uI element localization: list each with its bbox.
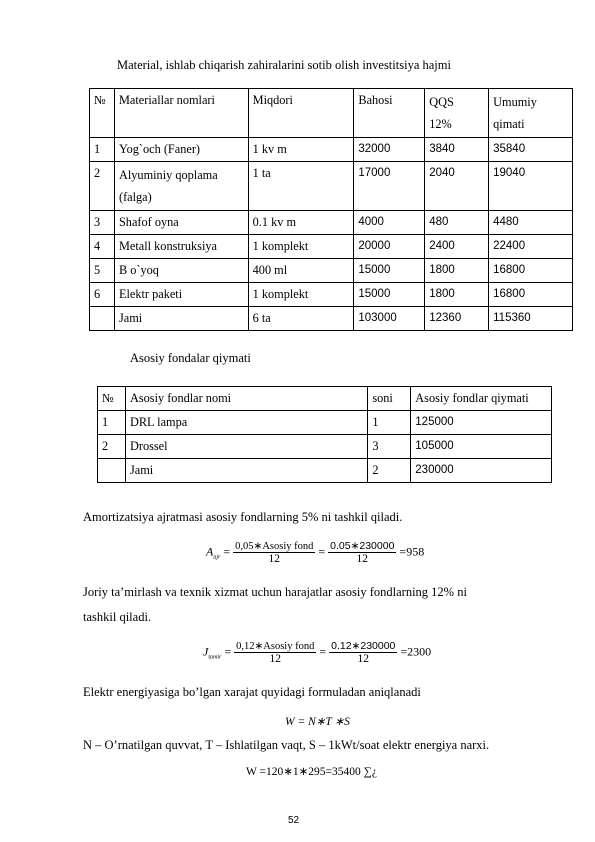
cell-qty: 1 ta xyxy=(248,162,354,211)
cell-name: Yog`och (Faner) xyxy=(114,138,248,162)
cell-price: 103000 xyxy=(354,307,425,331)
table-row xyxy=(90,235,573,259)
cell-qty: 6 ta xyxy=(248,307,354,331)
electricity-calculation: W =120∗1∗295=35400 ∑¿ xyxy=(246,766,377,778)
table-row xyxy=(90,211,573,235)
cell-vat: 2400 xyxy=(425,235,489,259)
cell-name-line2: (falga) xyxy=(118,190,152,204)
cell-name-line1: Alyuminiy qoplama xyxy=(118,168,218,182)
cell-count: 2 xyxy=(368,459,411,483)
cell-total: 115360 xyxy=(489,307,573,331)
cell-no xyxy=(98,459,126,483)
formula2-den2: 12 xyxy=(357,653,370,665)
formula1-num2: 0.05∗230000 xyxy=(330,540,395,552)
electricity-formula: W = N∗T ∗S xyxy=(285,716,350,728)
cell-name: Jami xyxy=(114,307,248,331)
table2-title: Asosiy fondalar qiymati xyxy=(130,351,251,365)
header-no: № xyxy=(98,387,126,411)
formula2-fraction1 xyxy=(234,640,316,665)
cell-total: 22400 xyxy=(489,235,573,259)
table-row xyxy=(90,283,573,307)
table-row xyxy=(98,435,552,459)
fixed-assets-table xyxy=(97,386,552,483)
table1-title: Material, ishlab chiqarish zahiralarini sotib olish investitsiya hajmi xyxy=(117,58,451,72)
table-row xyxy=(90,259,573,283)
table-header-row xyxy=(98,387,552,411)
cell-no: 6 xyxy=(90,283,115,307)
cell-no: 2 xyxy=(98,435,126,459)
header-total-line2: qimati xyxy=(493,117,525,131)
header-no: № xyxy=(90,89,115,138)
cell-qty: 400 ml xyxy=(248,259,354,283)
electricity-text: Elektr energiyasiga bo’lgan xarajat quyidagi formuladan aniqlanadi xyxy=(83,685,421,699)
header-qty: Miqdori xyxy=(248,89,354,138)
cell-total: 16800 xyxy=(489,283,573,307)
maintenance-formula xyxy=(203,640,431,665)
table-row xyxy=(90,138,573,162)
header-total xyxy=(489,89,573,138)
cell-no: 5 xyxy=(90,259,115,283)
cell-price: 15000 xyxy=(354,283,425,307)
cell-total: 16800 xyxy=(489,259,573,283)
formula2-result: =2300 xyxy=(400,644,432,659)
formula1-den1: 12 xyxy=(268,553,280,565)
materials-table xyxy=(89,88,573,331)
cell-price: 17000 xyxy=(354,162,425,211)
header-vat-line2: 12% xyxy=(429,117,452,131)
cell-price: 4000 xyxy=(354,211,425,235)
cell-vat: 1800 xyxy=(425,259,489,283)
cell-count: 3 xyxy=(368,435,411,459)
table-row xyxy=(98,411,552,435)
formula1-num1: 0,05∗Asosiy fond xyxy=(235,541,314,552)
cell-no xyxy=(90,307,115,331)
table-row xyxy=(90,162,573,211)
header-asset-name: Asosiy fondlar nomi xyxy=(125,387,367,411)
maintenance-text-line2: tashkil qiladi. xyxy=(83,610,152,624)
cell-qty: 1 kv m xyxy=(248,138,354,162)
cell-qty: 0.1 kv m xyxy=(248,211,354,235)
table-header-row xyxy=(90,89,573,138)
equals-sign: = xyxy=(224,644,232,659)
formula1-fraction1 xyxy=(233,540,315,565)
amortization-formula xyxy=(206,540,424,565)
cell-no: 2 xyxy=(90,162,115,211)
cell-name: Metall konstruksiya xyxy=(114,235,248,259)
header-vat-line1: QQS xyxy=(429,95,454,109)
formula2-fraction2 xyxy=(329,640,397,665)
cell-price: 32000 xyxy=(354,138,425,162)
formula2-num2: 0.12∗230000 xyxy=(331,640,396,652)
formula1-lhs: A xyxy=(206,544,214,559)
cell-asset-name: DRL lampa xyxy=(125,411,367,435)
cell-name: Shafof oyna xyxy=(114,211,248,235)
cell-count: 1 xyxy=(368,411,411,435)
header-name: Materiallar nomlari xyxy=(114,89,248,138)
cell-qty: 1 komplekt xyxy=(248,235,354,259)
formula2-num1: 0,12∗Asosiy fond xyxy=(236,641,315,652)
cell-no: 4 xyxy=(90,235,115,259)
table-total-row xyxy=(90,307,573,331)
header-asset-value: Asosiy fondlar qiymati xyxy=(411,387,552,411)
cell-asset-value: 105000 xyxy=(411,435,552,459)
formula1-lhs-sub: ajr xyxy=(213,554,221,561)
formula1-den2: 12 xyxy=(356,553,369,565)
cell-vat: 2040 xyxy=(425,162,489,211)
equals-sign: = xyxy=(318,544,326,559)
cell-name: B o`yoq xyxy=(114,259,248,283)
header-vat xyxy=(425,89,489,138)
cell-vat: 3840 xyxy=(425,138,489,162)
cell-asset-name: Jami xyxy=(125,459,367,483)
cell-no: 1 xyxy=(90,138,115,162)
electricity-legend-text: N – O’rnatilgan quvvat, T – Ishlatilgan vaqt, S – 1kWt/soat elektr energiya narxi. xyxy=(83,738,490,752)
header-count: soni xyxy=(368,387,411,411)
formula1-fraction2 xyxy=(328,540,396,565)
maintenance-text-line1: Joriy ta’mirlash va texnik xizmat uchun harajatlar asosiy fondlarning 12% ni xyxy=(83,585,467,599)
cell-name xyxy=(114,162,248,211)
formula1-result: =958 xyxy=(399,544,425,559)
formula2-lhs: J xyxy=(203,644,209,659)
formula2-den1: 12 xyxy=(269,653,281,665)
cell-vat: 12360 xyxy=(425,307,489,331)
cell-qty: 1 komplekt xyxy=(248,283,354,307)
header-price: Bahosi xyxy=(354,89,425,138)
cell-price: 20000 xyxy=(354,235,425,259)
cell-vat: 480 xyxy=(425,211,489,235)
cell-vat: 1800 xyxy=(425,283,489,307)
cell-asset-name: Drossel xyxy=(125,435,367,459)
cell-asset-value: 230000 xyxy=(411,459,552,483)
cell-asset-value: 125000 xyxy=(411,411,552,435)
cell-no: 3 xyxy=(90,211,115,235)
page-number: 52 xyxy=(288,815,300,826)
cell-price: 15000 xyxy=(354,259,425,283)
equals-sign: = xyxy=(319,644,327,659)
cell-no: 1 xyxy=(98,411,126,435)
cell-name: Elektr paketi xyxy=(114,283,248,307)
cell-total: 19040 xyxy=(489,162,573,211)
table-total-row xyxy=(98,459,552,483)
formula2-lhs-sub: tamir xyxy=(208,654,222,661)
cell-total: 35840 xyxy=(489,138,573,162)
amortization-text: Amortizatsiya ajratmasi asosiy fondlarning 5% ni tashkil qiladi. xyxy=(83,510,403,524)
header-total-line1: Umumiy xyxy=(493,95,537,109)
equals-sign: = xyxy=(223,544,231,559)
cell-total: 4480 xyxy=(489,211,573,235)
